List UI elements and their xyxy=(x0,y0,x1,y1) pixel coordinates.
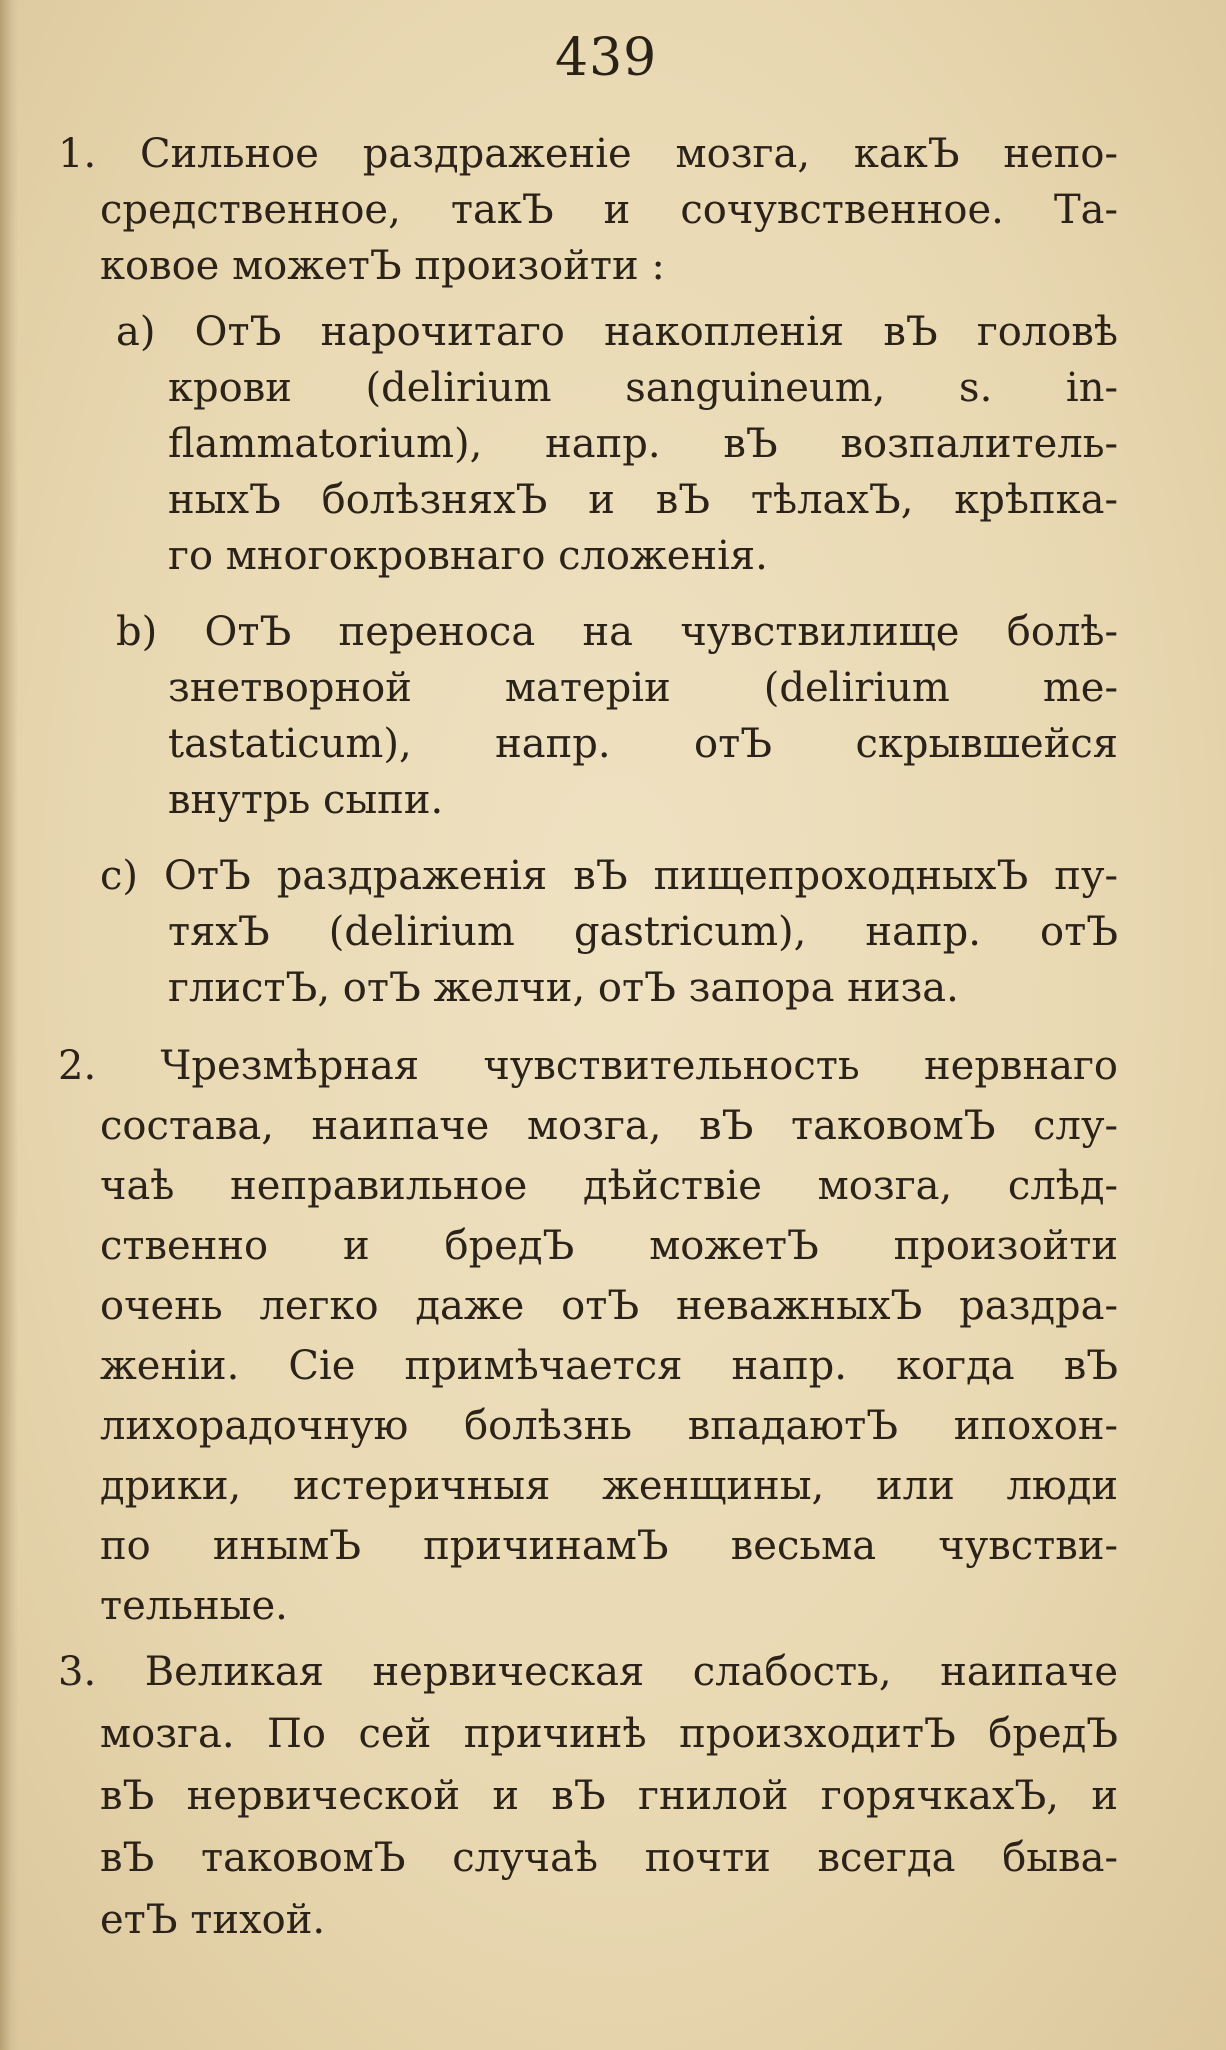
page-number: 439 xyxy=(555,28,658,88)
text-line: тельные. xyxy=(100,1583,288,1629)
text-line: тяхЪ (delirium gastricum), напр. отЪ xyxy=(168,909,1118,955)
text-line: tastaticum), напр. отЪ скрывшейся xyxy=(168,721,1118,767)
text-line: знетворной матеріи (delirium me- xyxy=(168,665,1118,711)
text-line: етЪ тихой. xyxy=(100,1897,326,1943)
text-line: дрики, истеричныя женщины, или люди xyxy=(100,1463,1118,1509)
text-line: очень легко даже отЪ неважныхЪ раздра- xyxy=(100,1283,1118,1329)
text-line: ственно и бредЪ можетЪ произойти xyxy=(100,1223,1118,1269)
text-line: состава, наипаче мозга, вЪ таковомЪ слу- xyxy=(100,1103,1118,1149)
text-line: ныхЪ болѣзняхЪ и вЪ тѣлахЪ, крѣпка- xyxy=(168,477,1118,523)
text-line: ковое можетЪ произойти : xyxy=(100,243,665,289)
page-spine-shadow xyxy=(0,0,18,2050)
text-line: вЪ таковомЪ случаѣ почти всегда быва- xyxy=(100,1835,1118,1881)
text-line: чаѣ неправильное дѣйствіе мозга, слѣд- xyxy=(100,1163,1118,1209)
text-line: го многокровнаго сложенія. xyxy=(168,533,768,579)
text-line: c) ОтЪ раздраженія вЪ пищепроходныхЪ пу- xyxy=(100,853,1118,899)
text-line: 1. Сильное раздраженіе мозга, какЪ непо- xyxy=(58,131,1118,177)
text-line: 3. Великая нервическая слабость, наипаче xyxy=(58,1649,1118,1695)
text-line: крови (delirium sanguineum, s. in- xyxy=(168,365,1118,411)
text-line: по инымЪ причинамЪ весьма чувстви- xyxy=(100,1523,1118,1569)
text-line: flammatorium), напр. вЪ возпалитель- xyxy=(168,421,1118,467)
text-line: внутрь сыпи. xyxy=(168,777,444,823)
text-line: а) ОтЪ нарочитаго накопленія вЪ головѣ xyxy=(116,309,1118,355)
text-line: b) ОтЪ переноса на чувствилище болѣ- xyxy=(116,609,1118,655)
text-line: женіи. Сіе примѣчается напр. когда вЪ xyxy=(100,1343,1118,1389)
text-line: мозга. По сей причинѣ произходитЪ бредЪ xyxy=(100,1711,1118,1757)
text-line: лихорадочную болѣзнь впадаютЪ ипохон- xyxy=(100,1403,1118,1449)
text-line: средственное, такЪ и сочувственное. Та- xyxy=(100,187,1118,233)
text-line: 2. Чрезмѣрная чувствительность нервнаго xyxy=(58,1043,1118,1089)
text-line: глистЪ, отЪ желчи, отЪ запора низа. xyxy=(168,965,959,1011)
text-line: вЪ нервической и вЪ гнилой горячкахЪ, и xyxy=(100,1773,1118,1819)
